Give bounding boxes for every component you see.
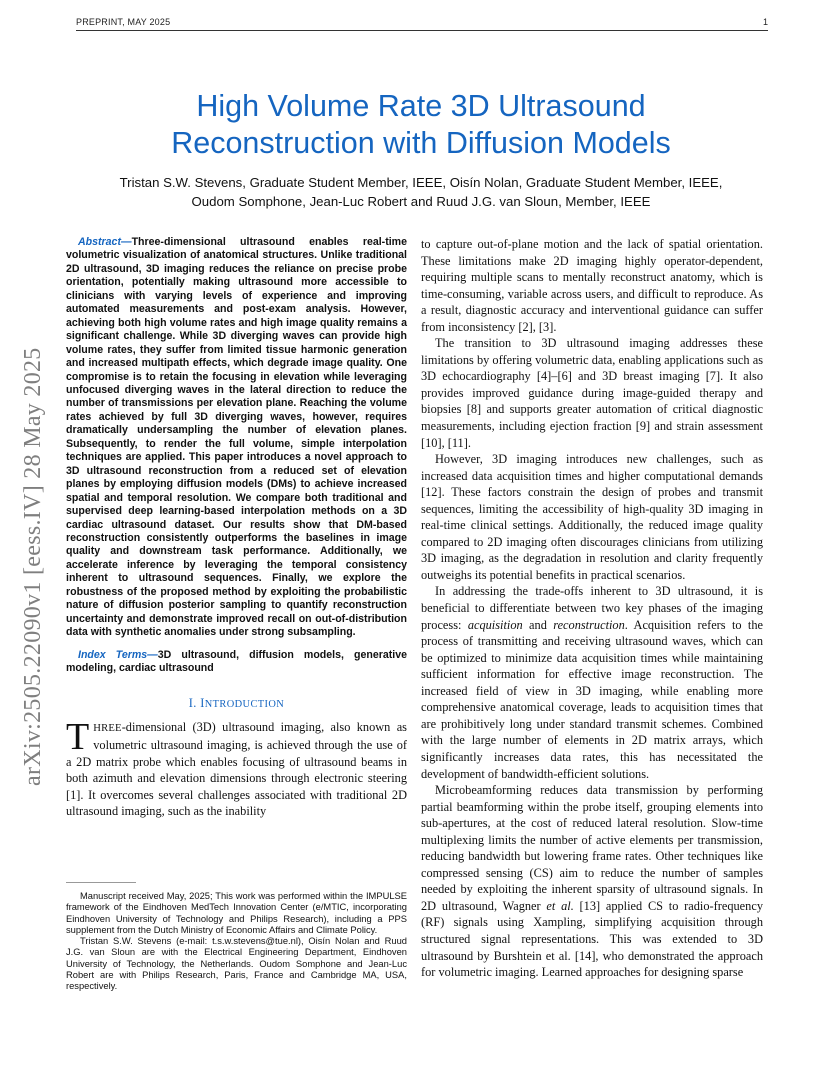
section-numeral: I. I bbox=[188, 695, 205, 710]
footnote-affiliations: Tristan S.W. Stevens (e-mail: t.s.w.stevens@tue.nl), Oisín Nolan and Ruud J.G. van Sloun are with the Electrical Engineering Department, Eindhoven University of Technology, the Netherlands. Oudom Somphone and Jean-Luc Robert are with Philips Research, Paris, France and Cambridge MA, USA, respectively. bbox=[66, 936, 407, 991]
body-paragraph-5-b: [13] applied CS to radio-frequency (RF) signals using Xampling, simplifying acquisition through structured signal representations. This was extended to 3D ultrasound by Burshtein et al. [14], who demonstrated the approach for volumetric imaging. Learned approaches for designing sparse bbox=[421, 898, 763, 980]
body-paragraph-5 bbox=[421, 782, 763, 981]
arxiv-stamp: arXiv:2505.22090v1 [eess.IV] 28 May 2025 bbox=[20, 347, 46, 786]
body-paragraph-2: The transition to 3D ultrasound imaging addresses these limitations by offering volumetric data, enabling applications such as 3D echocardiography [4]–[6] and 3D breast imaging [7]. It also provides improved guidance during image-guided therapy and biopsies [8] and supports greater automation of critical diagnostic measurements, including ejection fraction [9] and strain assessment [10], [11]. bbox=[421, 336, 763, 450]
paper-title-line-2: Reconstruction with Diffusion Models bbox=[171, 126, 671, 160]
page-number: 1 bbox=[762, 17, 768, 27]
body-paragraph-4 bbox=[421, 583, 763, 782]
body-paragraph-4-b: and bbox=[522, 617, 554, 632]
paper-title-line-1: High Volume Rate 3D Ultrasound bbox=[196, 89, 646, 123]
body-paragraph-3: However, 3D imaging introduces new challenges, such as increased data acquisition times and higher computational demands [12]. These factors constrain the design of probes and transmit sequences, limiting the accessibility of high-quality 3D imaging in real-time clinical settings. Additionally, the reduced image quality compared to 2D imaging often discourages clinicians from utilizing 3D imaging, as the degradation in resolution and clarity frequently outweighs its potential benefits in practical scenarios. bbox=[421, 452, 763, 582]
author-line-1: Tristan S.W. Stevens, Graduate Student Member, IEEE, Oisín Nolan, Graduate Student Member, IEEE, bbox=[119, 175, 723, 190]
intro-paragraph bbox=[66, 715, 407, 821]
intro-text: -dimensional (3D) ultrasound imaging, also known as volumetric ultrasound imaging, is achieved through the use of a 2D matrix probe which enables focusing of ultrasound beams in both azimuth and elevation dimensions through electronic steering [1]. It overcomes several challenges associated with traditional 2D ultrasound imaging, such as the inability bbox=[66, 719, 407, 819]
footnote-rule bbox=[66, 882, 136, 883]
section-heading-introduction bbox=[66, 696, 407, 711]
footnote-manuscript: Manuscript received May, 2025; This work was performed within the IMPULSE framework of the Eindhoven MedTech Innovation Center (e/MTIC, incorporating Eindhoven University of Technology and Philips Research), including a PPS supplement from the Dutch Ministry of Economic Affairs and Climate Policy. bbox=[66, 891, 407, 935]
index-terms-label: Index Terms— bbox=[78, 648, 158, 661]
running-header-title: PREPRINT, MAY 2025 bbox=[76, 17, 171, 27]
intro-lead-caps: HREE bbox=[93, 722, 122, 734]
author-list bbox=[60, 173, 782, 211]
header-rule bbox=[76, 30, 768, 31]
body-paragraph-1: to capture out-of-plane motion and the lack of spatial orientation. These limitations make 2D imaging highly operator-dependent, requiring multiple scans to mentally reconstruct anatomy, which is time-consuming, variable across users, and difficult to reproduce. As a result, diagnostic accuracy and interventional guidance can suffer from inconsistency [2], [3]. bbox=[421, 237, 763, 334]
abstract-label: Abstract— bbox=[78, 236, 132, 248]
paper-title bbox=[76, 88, 766, 162]
index-terms bbox=[66, 649, 407, 676]
body-paragraph-4-c: . Acquisition refers to the process of transmitting and receiving ultrasound waves, which can be optimized to minimize data acquisition times while maintaining sufficient information for effective image reconstruction. The increased field of view in 3D imaging, while enabling more comprehensive anatomical coverage, leads to acquisition times that are prohibitively long under standard transmit schemes. Combined with the large number of elements in 2D matrix arrays, which significantly increases data rates, this has necessitated the development of bandwidth-efficient solutions. bbox=[421, 617, 763, 781]
footnotes bbox=[66, 891, 407, 992]
body-paragraph-4-a: In addressing the trade-offs inherent to 3D ultrasound, it is beneficial to differentiate between two key phases of the imaging process: bbox=[421, 584, 763, 632]
running-header bbox=[76, 15, 768, 31]
drop-cap: T bbox=[66, 715, 90, 758]
right-column bbox=[421, 236, 763, 981]
section-title: NTRODUCTION bbox=[204, 698, 285, 710]
term-reconstruction: reconstruction bbox=[553, 617, 625, 632]
et-al: et al. bbox=[546, 898, 574, 913]
index-terms-text: 3D ultrasound, diffusion models, generative modeling, cardiac ultrasound bbox=[66, 648, 407, 675]
body-paragraph-5-a: Microbeamforming reduces data transmission by performing partial beamforming within the probe itself, grouping elements into sub-apertures, at the cost of reduced lateral resolution. Slow-time multiplexing limits the number of active elements per transmission, reducing bandwidth but lowering frame rates. Other techniques like compressed sensing (CS) aim to reduce the number of samples needed by exploiting the inherent sparsity of ultrasound signals. In 2D ultrasound, Wagner bbox=[421, 783, 763, 913]
author-line-2: Oudom Somphone, Jean-Luc Robert and Ruud J.G. van Sloun, Member, IEEE bbox=[191, 194, 651, 209]
abstract-text: Three-dimensional ultrasound enables real-time volumetric visualization of anatomical structures. Unlike traditional 2D ultrasound, 3D imaging reduces the reliance on precise probe orientation, potentially making ultrasound more accessible to clinicians with varying levels of experience and improving automated measurements and post-exam analysis. However, achieving both high volume rates and high image quality remains a significant challenge. While 3D diverging waves can provide high volume rates, they suffer from limited tissue harmonic generation and increased multipath effects, which degrade image quality. One compromise is to retain the focusing in elevation while leveraging unfocused diverging waves in the lateral direction to reduce the number of transmissions per elevation plane. Reaching the volume rates achieved by full 3D diverging waves, however, requires dramatically undersampling the number of elevation planes. Subsequently, to render the full volume, simple interpolation techniques are applied. This paper introduces a novel approach to 3D ultrasound reconstruction from a reduced set of elevation planes by employing diffusion models (DMs) to achieve increased spatial and temporal resolution. We compare both traditional and supervised deep learning-based interpolation methods on a 3D cardiac ultrasound dataset. Our results show that DM-based reconstruction consistently outperforms the baselines in image quality and downstream task performance. Additionally, we accelerate inference by leveraging the temporal consistency inherent to ultrasound sequences. Finally, we explore the robustness of the proposed method by exploiting the probabilistic nature of diffusion posterior sampling to quantify reconstruction uncertainty and demonstrate improved recall on out-of-distribution data with synthetic anomalies under strong subsampling. bbox=[66, 236, 407, 639]
abstract bbox=[66, 236, 407, 640]
term-acquisition: acquisition bbox=[467, 617, 523, 632]
left-column bbox=[66, 236, 407, 820]
